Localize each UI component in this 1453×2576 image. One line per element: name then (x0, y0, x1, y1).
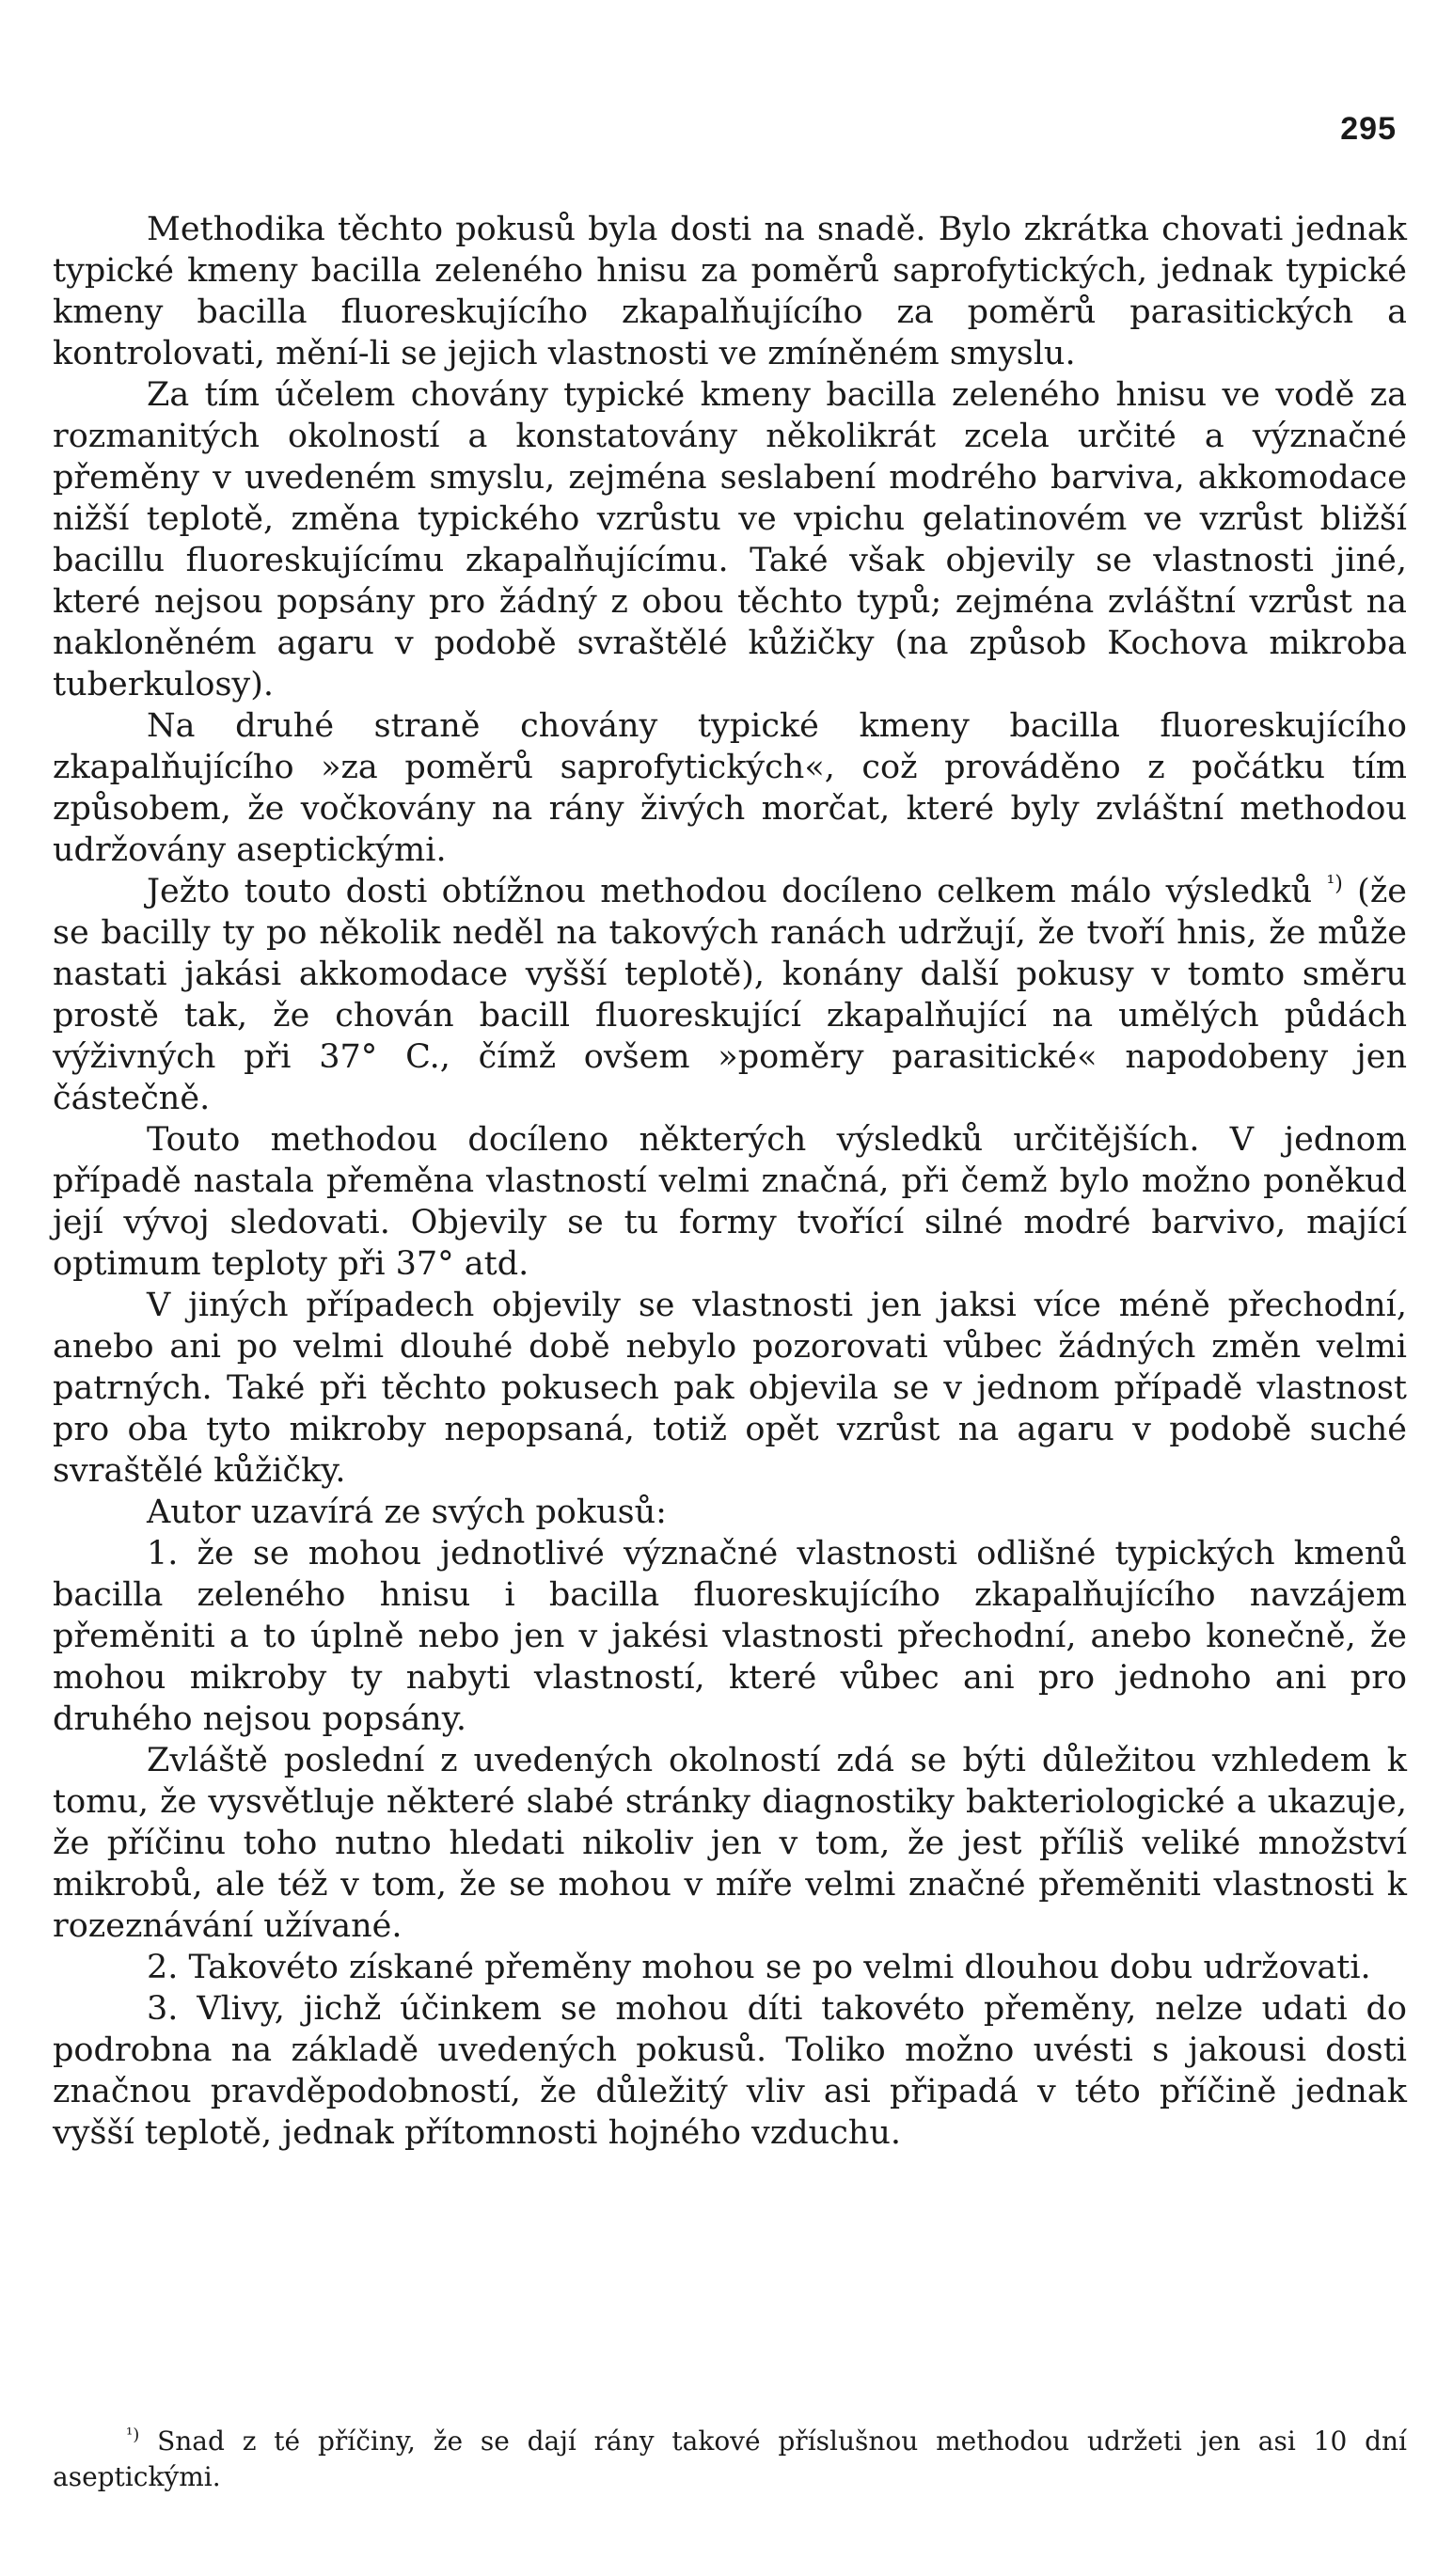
footnote-reference[interactable]: ¹) (1326, 872, 1343, 896)
conclusion-1: 1. že se mohou jednotlivé význačné vlastnosti odlišné typických kmenů bacilla zeleného hnisu i bacilla fluoreskujícího zkapalňujícího navzájem přeměniti a to úplně nebo jen v jakési vlastnosti přechodní, anebo konečně, že mohou mikroby ty nabyti vlastností, které vůbec ani pro jednoho ani pro druhého nejsou popsány. (53, 1535, 1407, 1738)
footnote-1 (53, 2424, 1407, 2495)
paragraph-4-lead: Ježto touto dosti obtížnou methodou docíleno celkem málo výsledků (147, 873, 1313, 910)
conclusion-2: 2. Takovéto získané přeměny mohou se po velmi dlouhou dobu udržovati. (147, 1949, 1371, 1986)
conclusion-3: 3. Vlivy, jichž účinkem se mohou díti takovéto přeměny, nelze udati do podrobna na základě uvedených pokusů. Toliko možno uvésti s jakousi dosti značnou pravděpodobností, že důležitý vliv asi připadá v této příčině jednak vyšší teplotě, jednak přítomnosti hojného vzduchu. (53, 1990, 1407, 2152)
body-text (53, 209, 1407, 2154)
page-number: 295 (1340, 111, 1397, 147)
paragraph-5: Touto methodou docíleno některých výsledků určitějších. V jednom případě nastala přeměna vlastností velmi značná, při čemž bylo možno poněkud její vývoj sledovati. Objevily se tu formy tvořící silné modré barvivo, mající optimum teploty při 37° atd. (53, 1121, 1407, 1283)
paragraph-3: Na druhé straně chovány typické kmeny bacilla fluoreskujícího zkapalňujícího »za poměrů saprofytických«, což prováděno z počátku tím způsobem, že vočkovány na rány živých morčat, které byly zvláštní methodou udržovány aseptickými. (53, 707, 1407, 869)
paragraph-6: V jiných případech objevily se vlastnosti jen jaksi více méně přechodní, anebo ani po velmi dlouhé době nebylo pozorovati vůbec žádných změn velmi patrných. Také při těchto pokusech pak objevila se v jednom případě vlastnost pro oba tyto mikroby nepopsaná, totiž opět vzrůst na agaru v podobě suché svraštělé kůžičky. (53, 1287, 1407, 1490)
paragraph-4 (53, 871, 1407, 1119)
paragraph-2: Za tím účelem chovány typické kmeny bacilla zeleného hnisu ve vodě za rozmanitých okolností a konstatovány několikrát zcela určité a význačné přeměny v uvedeném smyslu, zejména seslabení modrého barviva, akkomodace nižší teplotě, změna typického vzrůstu ve vpichu gelatinovém ve vzrůst bližší bacillu fluoreskujícímu zkapalňujícímu. Také však objevily se vlastnosti jiné, které nejsou popsány pro žádný z obou těchto typů; zejména zvláštní vzrůst na nakloněném agaru v podobě svraštělé kůžičky (na způsob Kochova mikroba tuberkulosy). (53, 376, 1407, 703)
footnotes (53, 2424, 1407, 2495)
paragraph-8: Zvláště poslední z uvedených okolností zdá se býti důležitou vzhledem k tomu, že vysvětluje některé slabé stránky diagnostiky bakteriologické a ukazuje, že příčinu toho nutno hledati nikoliv jen v tom, že jest příliš veliké množství mikrobů, ale též v tom, že se mohou v míře velmi značné přeměniti vlastnosti k rozeznávání užívané. (53, 1742, 1407, 1945)
paragraph-1: Methodika těchto pokusů byla dosti na snadě. Bylo zkrátka chovati jednak typické kmeny bacilla zeleného hnisu za poměrů saprofytických, jednak typické kmeny bacilla fluoreskujícího zkapalňujícího za poměrů parasitických a kontrolovati, mění-li se jejich vlastnosti ve zmíněném smyslu. (53, 211, 1407, 372)
footnote-mark: ¹) (126, 2425, 140, 2445)
paragraph-4-rest: (že se bacilly ty po několik neděl na takových ranách udržují, že tvoří hnis, že může nastati jakási akkomodace vyšší teplotě), konány další pokusy v tomto směru prostě tak, že chován bacill fluoreskující zkapalňující na umělých půdách výživných při 37° C., čímž ovšem »poměry parasitické« napodobeny jen částečně. (53, 873, 1407, 1117)
footnote-text: Snad z té příčiny, že se dají rány takové příslušnou methodou udržeti jen asi 10 dní aseptickými. (53, 2426, 1408, 2492)
paragraph-7: Autor uzavírá ze svých pokusů: (147, 1493, 667, 1531)
